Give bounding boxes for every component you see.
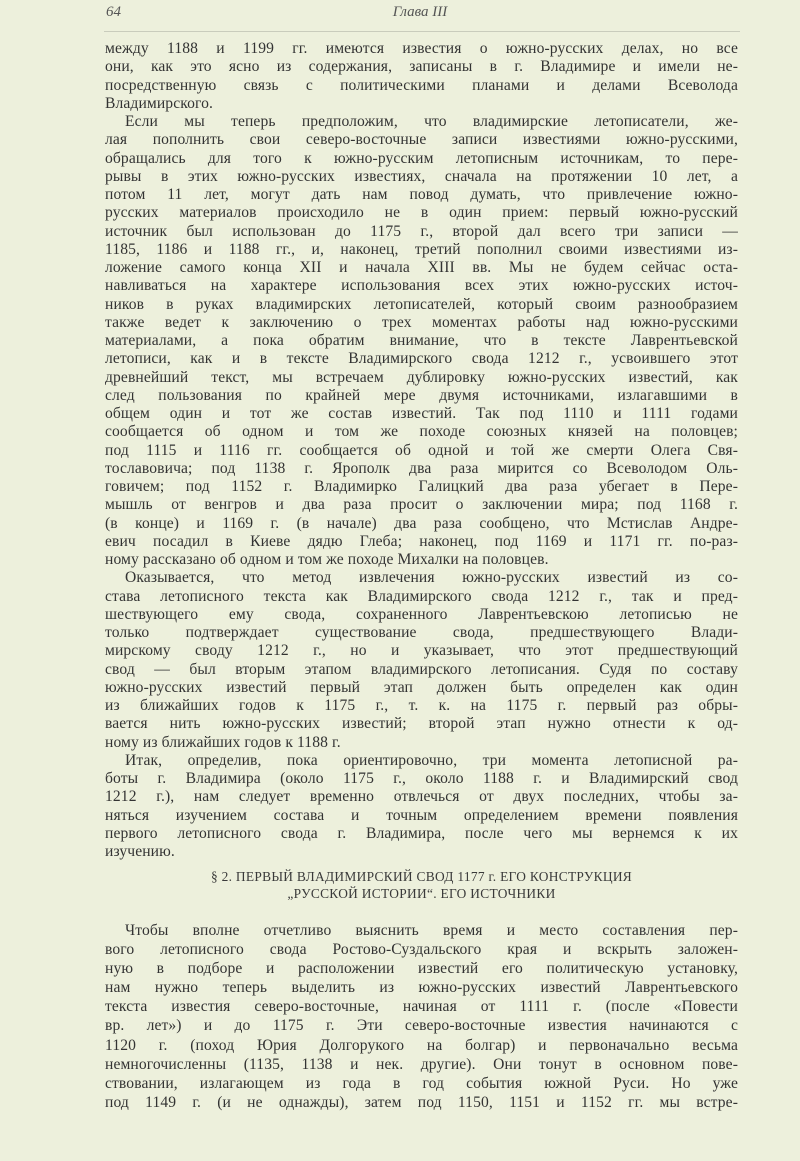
text-line: Итак, определив, пока ориентировочно, три момента летописной ра- [125, 751, 738, 769]
running-header-chapter: Глава III [392, 4, 448, 20]
text-line: под 1149 г. (и не однажды), затем под 1150, 1151 и 1152 гг. мы встре- [105, 1093, 738, 1111]
text-line: навливаться на характере использования всех этих южно-русских источ- [105, 277, 738, 295]
text-line: (в конце) и 1169 г. (в начале) два раза сообщено, что Мстислав Андре- [105, 514, 738, 532]
page-number: 64 [106, 4, 121, 20]
text-line: Если мы теперь предположим, что владимирские летописатели, же- [125, 113, 738, 130]
text-line: вр. лет») и до 1175 г. Эти северо-восточные известия начинаются с [105, 1017, 738, 1035]
text-line: ную в подборе и расположении известий его политическую установку, [105, 960, 738, 978]
text-line: става летописного текста как Владимирского свода 1212 г., так и пред- [105, 587, 738, 605]
text-line: южно-русских известий первый этап должен быть определен как один [105, 678, 738, 696]
text-line: лая пополнить свои северо-восточные записи известиями южно-русскими, [105, 131, 738, 149]
text-line: Оказывается, что метод извлечения южно-русских известий из со- [125, 569, 738, 587]
text-line: из ближайших годов к 1175 г., т. к. на 1175 г. первый раз обры- [105, 697, 738, 714]
text-line: между 1188 и 1199 гг. имеются известия о южно-русских делах, но все [105, 40, 738, 57]
text-line: древнейший текст, мы встречаем дублировку южно-русских известий, как [105, 368, 738, 386]
text-line: ному из ближайших годов к 1188 г. [105, 733, 341, 751]
text-line: свод — был вторым этапом владимирского летописания. Судя по составу [105, 660, 738, 678]
paragraph [105, 113, 738, 569]
text-line: русских материалов происходило не в один прием: первый южно-русский [105, 204, 738, 222]
text-line: первого летописного свода г. Владимира, после чего мы вернемся к их [105, 824, 738, 842]
text-line: текста известия северо-восточные, начиная от 1111 г. (после «Повести [105, 998, 738, 1016]
paragraph [105, 569, 738, 752]
text-line: ников в руках владимирских летописателей, который своим разнообразием [105, 295, 738, 313]
body-text-block-1 [105, 40, 738, 861]
header-rule [104, 31, 740, 32]
text-line: мирскому своду 1212 г., но и указывает, что этот предшествующий [105, 642, 738, 660]
paragraph [105, 40, 738, 113]
text-line: вается нить южно-русских известий; второй этап нужно отнести к од- [105, 715, 738, 733]
text-line: боты г. Владимира (около 1175 г., около 1188 г. и Владимирский свод [105, 770, 738, 787]
text-line: ложение самого конца XII и начала XIII вв. Мы не будем сейчас оста- [105, 259, 738, 276]
text-line: также ведет к заключению о трех моментах работы над южно-русскими [105, 313, 738, 331]
text-line: сообщается об одном и том же походе союзных князей на половцев; [105, 423, 738, 441]
text-line: тославовича; под 1138 г. Ярополк два раза мирится со Всеволодом Оль- [105, 459, 738, 477]
paragraph [105, 921, 738, 1112]
text-line: Чтобы вполне отчетливо выяснить время и место составления пер- [125, 922, 738, 939]
text-line: летописи, как и в тексте Владимирского свода 1212 г., усвоившего этот [105, 350, 738, 368]
text-line: под 1115 и 1116 гг. сообщается об одной и той же смерти Олега Свя- [105, 441, 738, 459]
text-line: мышль от венгров и два раза просит о заключении мира; под 1168 г. [105, 496, 738, 514]
text-line: материалами, а пока обратим внимание, что в тексте Лаврентьевской [105, 332, 738, 349]
text-line: шествующего ему свода, сохраненного Лаврентьевскою летописью не [105, 605, 738, 623]
text-line: няться изучением состава и точным определением времени появления [105, 806, 738, 824]
text-line: Владимирского. [105, 94, 213, 112]
text-line: рывы в этих южно-русских известиях, сначала на протяжении 10 лет, а [105, 167, 738, 185]
text-line: вого летописного свода Ростово-Суздальского края и вскрыть заложен- [105, 941, 738, 959]
text-line: изучению. [105, 843, 175, 860]
text-line: след пользования по крайней мере двумя источниками, излагавшими в [105, 386, 738, 404]
section-heading-line-1: § 2. ПЕРВЫЙ ВЛАДИМИРСКИЙ СВОД 1177 г. ЕГО КОНСТРУКЦИЯ [210, 869, 633, 884]
text-line: потом 11 лет, могут дать нам повод думать, что привлечение южно- [105, 186, 738, 203]
text-line: ному рассказано об одном и том же походе Михалки на половцев. [105, 551, 549, 568]
text-line: источник был использован до 1175 г., второй дал всего три записи — [105, 222, 738, 240]
text-line: посредственную связь с политическими планами и делами Всеволода [105, 76, 738, 94]
text-line: говичем; под 1152 г. Владимирко Галицкий два раза убегает в Пере- [105, 478, 738, 495]
paragraph [105, 752, 738, 862]
text-line: общем один и тот же состав известий. Так под 1110 и 1111 годами [105, 405, 738, 422]
text-line: немногочисленны (1135, 1138 и нек. другие). Они тонут в основном пове- [105, 1055, 738, 1073]
section-heading-line-2: „РУССКОЙ ИСТОРИИ“. ЕГО ИСТОЧНИКИ [287, 886, 556, 901]
text-line: ствовании, излагающем из года в год события южной Руси. Но уже [105, 1074, 738, 1092]
text-line: 1212 г.), нам следует временно отвлечься от двух последних, чтобы за- [105, 788, 738, 806]
text-line: они, как это ясно из содержания, записаны в г. Владимире и имели не- [105, 58, 738, 76]
text-line: только подтверждает существование свода, предшествующего Влади- [105, 624, 738, 641]
section-heading [105, 868, 738, 902]
text-line: нам нужно теперь выделить из южно-русских известий Лаврентьевского [105, 979, 738, 997]
text-line: евич посадил в Киеве дядю Глеба; наконец, под 1169 и 1171 гг. по-раз- [105, 532, 738, 550]
body-text-block-2 [105, 921, 738, 1112]
text-line: 1185, 1186 и 1188 гг., и, наконец, третий пополнил своими известиями из- [105, 240, 738, 258]
text-line: обращались для того к южно-русским летописным источникам, то пере- [105, 149, 738, 167]
text-line: 1120 г. (поход Юрия Долгорукого на болгар) и первоначально весьма [105, 1036, 738, 1054]
